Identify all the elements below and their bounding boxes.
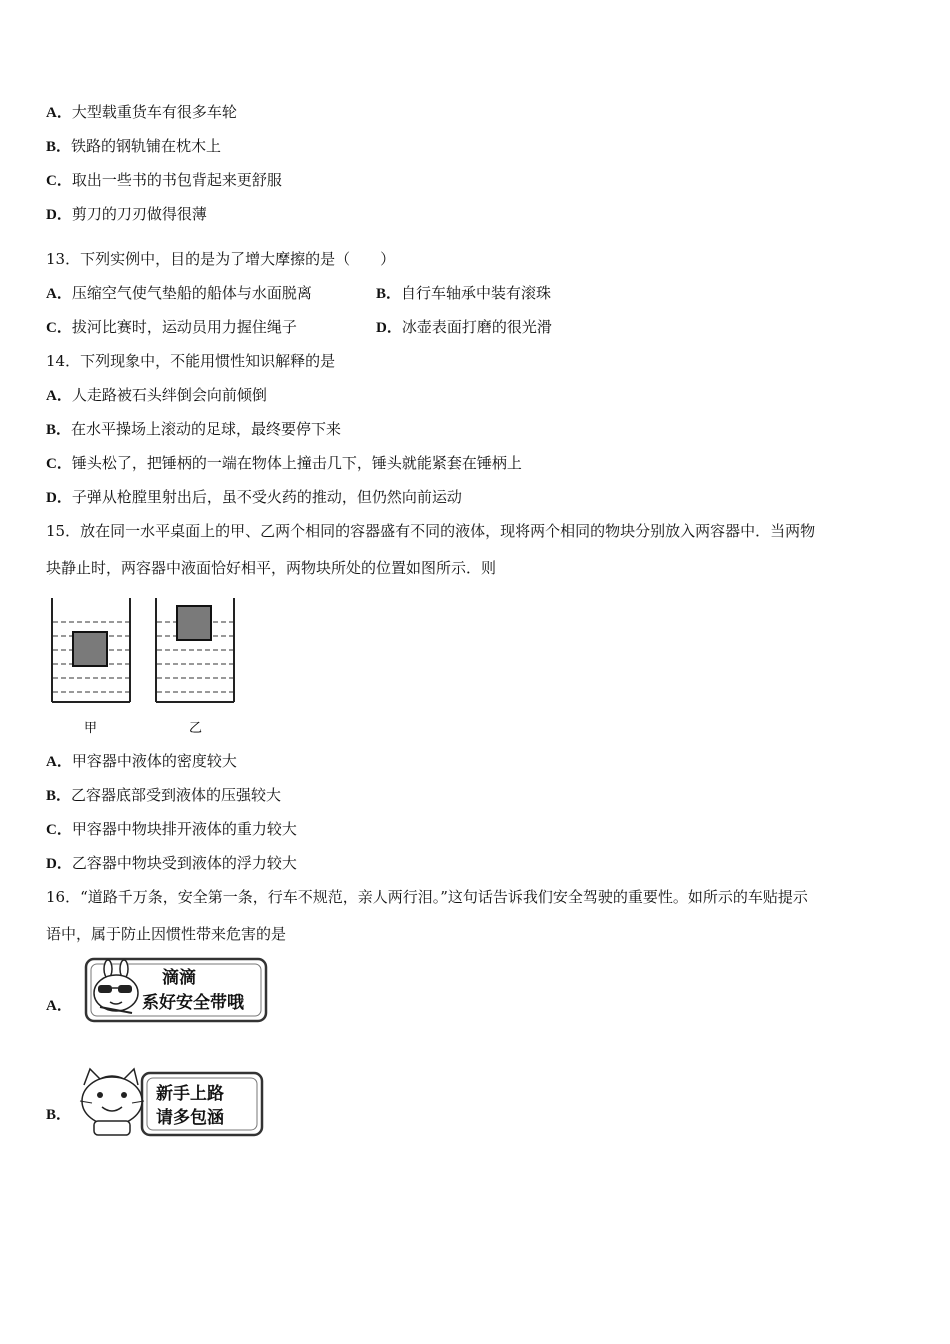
q15-option-a: [46, 751, 237, 772]
option-letter: A．: [46, 388, 72, 404]
option-letter: B．: [46, 139, 72, 155]
q14-stem: 14．下列现象中，不能用惯性知识解释的是: [46, 352, 336, 370]
q12-option-b: [46, 136, 221, 157]
option-text: 人走路被石头绊倒会向前倾倒: [71, 386, 267, 404]
q14-option-b: [46, 419, 341, 440]
q14-option-a: [46, 385, 267, 406]
option-letter: A．: [46, 105, 72, 121]
q15-figure-containers: [44, 592, 244, 742]
q16-stem-line2: 语中，属于防止因惯性带来危害的是: [46, 925, 287, 943]
sticker-seatbelt: [82, 955, 272, 1027]
sticker-b-line1: 新手上路: [156, 1084, 224, 1104]
option-text: 取出一些书的书包背起来更舒服: [71, 171, 282, 189]
q14-option-c: [46, 453, 522, 474]
q14-option-d: [46, 487, 462, 508]
q13-option-a: [46, 283, 312, 304]
label-yi: 乙: [189, 721, 203, 736]
option-letter: A．: [46, 754, 72, 770]
label-jia: 甲: [84, 721, 98, 736]
option-text: 甲容器中液体的密度较大: [71, 752, 237, 770]
option-text: 压缩空气使气垫船的船体与水面脱离: [71, 284, 312, 302]
option-text: 锤头松了，把锤柄的一端在物体上撞击几下，锤头就能紧套在锤柄上: [71, 454, 522, 472]
q15-option-c: [46, 819, 297, 840]
option-text: 自行车轴承中装有滚珠: [401, 284, 552, 302]
option-letter: D．: [376, 320, 402, 336]
option-text: 甲容器中物块排开液体的重力较大: [71, 820, 297, 838]
sticker-a-line2: 系好安全带哦: [142, 993, 244, 1013]
option-letter: C．: [46, 822, 72, 838]
option-letter: D．: [46, 856, 72, 872]
option-text: 子弹从枪膛里射出后，虽不受火药的推动，但仍然向前运动: [71, 488, 462, 506]
q15-option-d: [46, 853, 297, 874]
option-letter: B．: [376, 286, 402, 302]
option-letter: C．: [46, 456, 72, 472]
option-letter: B．: [46, 1107, 72, 1123]
block-yi: [177, 606, 211, 640]
option-text: 铁路的钢轨铺在枕木上: [71, 137, 222, 155]
q15-stem-line2: 块静止时，两容器中液面恰好相平，两物块所处的位置如图所示．则: [46, 559, 497, 577]
container-jia: [52, 598, 130, 702]
option-letter: A．: [46, 286, 72, 302]
option-letter: C．: [46, 320, 72, 336]
q12-option-a: [46, 102, 237, 123]
option-letter: C．: [46, 173, 72, 189]
option-letter: D．: [46, 207, 72, 223]
option-letter: A．: [46, 998, 72, 1014]
container-yi: [156, 598, 234, 702]
q13-stem: 13．下列实例中，目的是为了增大摩擦的是（ ）: [46, 250, 396, 268]
sticker-newbie: [72, 1063, 272, 1141]
q13-option-c: [46, 317, 297, 338]
q12-option-d: [46, 204, 207, 225]
sticker-a-line1: 滴滴: [162, 968, 196, 988]
sticker-b-line2: 请多包涵: [156, 1108, 224, 1128]
option-text: 拔河比赛时，运动员用力握住绳子: [71, 318, 297, 336]
q12-option-c: [46, 170, 282, 191]
option-text: 乙容器中物块受到液体的浮力较大: [71, 854, 297, 872]
block-jia: [73, 632, 107, 666]
option-text: 在水平操场上滚动的足球，最终要停下来: [71, 420, 342, 438]
q16-option-b: [46, 1104, 71, 1125]
q16-option-a: [46, 995, 72, 1016]
q16-stem-line1: 16．“道路千万条，安全第一条，行车不规范，亲人两行泪。”这句话告诉我们安全驾驶的重要性。如所示的车贴提示: [46, 888, 808, 906]
option-text: 剪刀的刀刃做得很薄: [71, 205, 207, 223]
q13-option-d: [376, 317, 552, 338]
q15-stem-line1: 15．放在同一水平桌面上的甲、乙两个相同的容器盛有不同的液体，现将两个相同的物块分别放入两容器中．当两物: [46, 522, 816, 540]
q13-option-b: [376, 283, 551, 304]
option-text: 大型载重货车有很多车轮: [71, 103, 237, 121]
q15-option-b: [46, 785, 281, 806]
option-text: 冰壶表面打磨的很光滑: [401, 318, 552, 336]
cat-icon: [80, 1069, 144, 1135]
option-letter: B．: [46, 422, 72, 438]
option-letter: B．: [46, 788, 72, 804]
option-letter: D．: [46, 490, 72, 506]
option-text: 乙容器底部受到液体的压强较大: [71, 786, 282, 804]
